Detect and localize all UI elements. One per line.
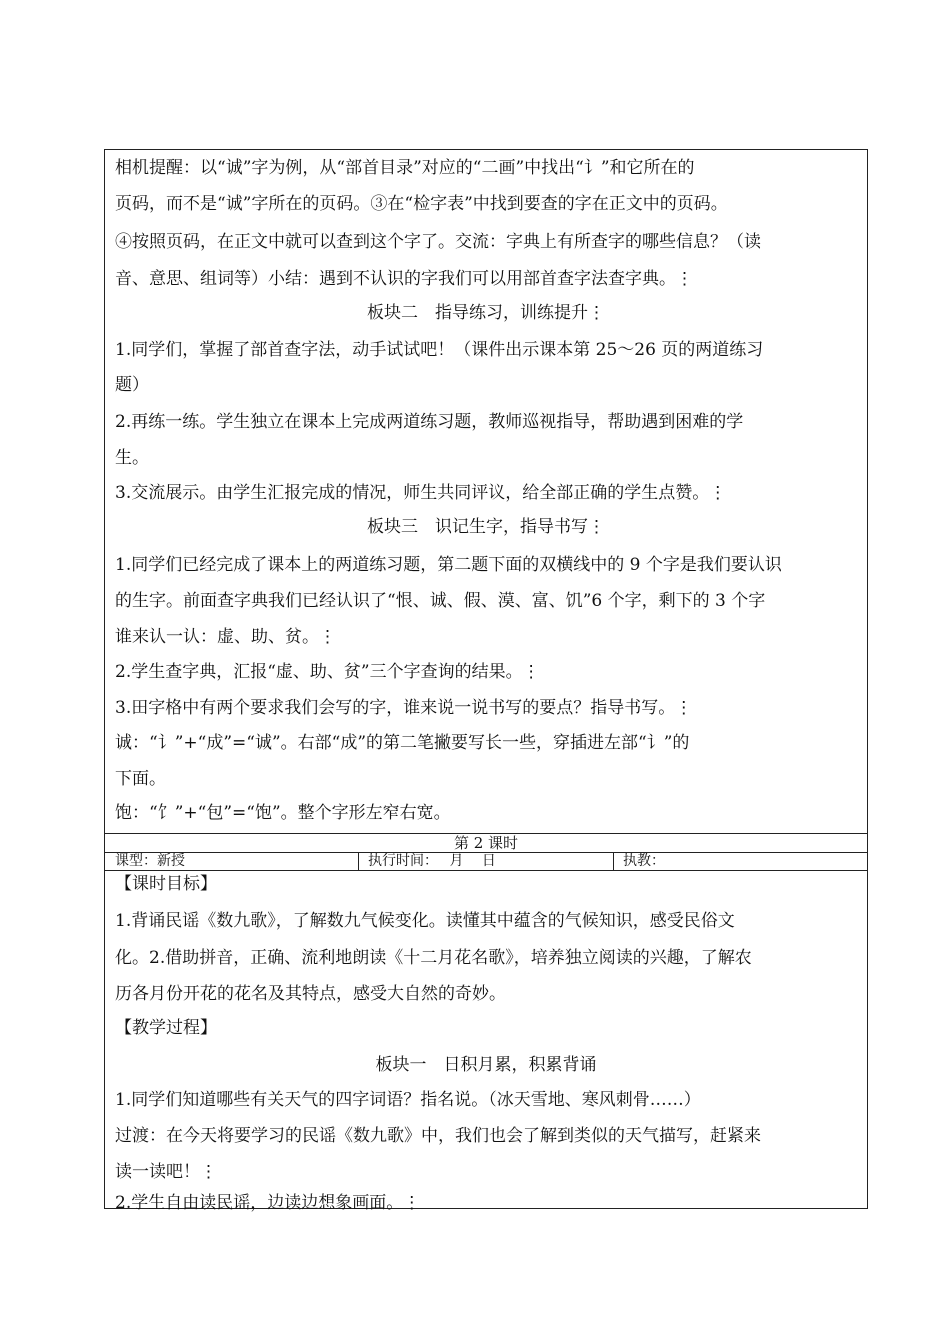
text-line: 相机提醒：以“诚”字为例，从“部首目录”对应的“二画”中找出“讠”和它所在的 bbox=[115, 158, 695, 178]
goal-heading: 【课时目标】 bbox=[115, 874, 217, 894]
text-line: 的生字。前面查字典我们已经认识了“恨、诚、假、漠、富、饥”6 个字，剩下的 3 个字 bbox=[115, 591, 766, 611]
section-heading-block-2: 板块二 指导练习，训练提升⋮ bbox=[367, 303, 605, 323]
text-line: 读一读吧！⋮ bbox=[115, 1162, 217, 1182]
text-line: 1.同学们，掌握了部首查字法，动手试试吧！（课件出示课本第 25～26 页的两道练习 bbox=[115, 340, 764, 360]
text-line: 1.同学们已经完成了课本上的两道练习题，第二题下面的双横线中的 9 个字是我们要认识 bbox=[115, 555, 782, 575]
divider bbox=[105, 870, 867, 871]
text-line: 题） bbox=[115, 375, 149, 395]
text-line: 饱：“饣”+“包”=“饱”。整个字形左窄右宽。 bbox=[115, 803, 451, 823]
text-line: 页码，而不是“诚”字所在的页码。③在“检字表”中找到要查的字在正文中的页码。 bbox=[115, 194, 728, 214]
text-line: 2.学生自由读民谣，边读边想象画面。⋮ bbox=[115, 1193, 421, 1213]
text-line: 谁来认一认：虚、助、贫。⋮ bbox=[115, 627, 336, 647]
lesson-plan-table bbox=[104, 149, 868, 1213]
lesson-title: 第 2 课时 bbox=[453, 834, 519, 852]
text-line: 1.同学们知道哪些有关天气的四字词语？指名说。（冰天雪地、寒风刺骨……） bbox=[115, 1090, 701, 1110]
section-heading-block-3: 板块三 识记生字，指导书写⋮ bbox=[367, 517, 605, 537]
teacher: 执教： bbox=[623, 853, 665, 869]
text-line: 3.田字格中有两个要求我们会写的字，谁来说一说书写的要点？指导书写。⋮ bbox=[115, 698, 693, 718]
text-line: 2.学生查字典，汇报“虚、助、贫”三个字查询的结果。⋮ bbox=[115, 662, 540, 682]
lesson-type: 课型：新授 bbox=[115, 853, 185, 869]
text-line: 化。2.借助拼音，正确、流利地朗读《十二月花名歌》，培养独立阅读的兴趣，了解农 bbox=[115, 948, 752, 968]
text-line: 历各月份开花的花名及其特点，感受大自然的奇妙。 bbox=[115, 984, 506, 1004]
section-heading-block-1: 板块一 日积月累，积累背诵 bbox=[375, 1055, 597, 1075]
text-line: 音、意思、组词等）小结：遇到不认识的字我们可以用部首查字法查字典。⋮ bbox=[115, 269, 693, 289]
text-line: 1.背诵民谣《数九歌》，了解数九气候变化。读懂其中蕴含的气候知识，感受民俗文 bbox=[115, 911, 735, 931]
text-line: 过渡：在今天将要学习的民谣《数九歌》中，我们也会了解到类似的天气描写，赶紧来 bbox=[115, 1126, 761, 1146]
text-line: 2.再练一练。学生独立在课本上完成两道练习题，教师巡视指导，帮助遇到困难的学 bbox=[115, 412, 744, 432]
text-line: 3.交流展示。由学生汇报完成的情况，师生共同评议，给全部正确的学生点赞。⋮ bbox=[115, 483, 727, 503]
process-heading: 【教学过程】 bbox=[115, 1018, 217, 1038]
text-line: 生。 bbox=[115, 448, 149, 468]
text-line: 诚：“讠”+“成”=“诚”。右部“成”的第二笔撇要写长一些，穿插进左部“讠”的 bbox=[115, 733, 690, 753]
text-line: ④按照页码，在正文中就可以查到这个字了。交流：字典上有所查字的哪些信息？（读 bbox=[115, 232, 761, 252]
execution-time: 执行时间： 月 日 bbox=[368, 853, 496, 869]
text-line: 下面。 bbox=[115, 769, 166, 789]
lesson-info-row bbox=[105, 853, 867, 870]
